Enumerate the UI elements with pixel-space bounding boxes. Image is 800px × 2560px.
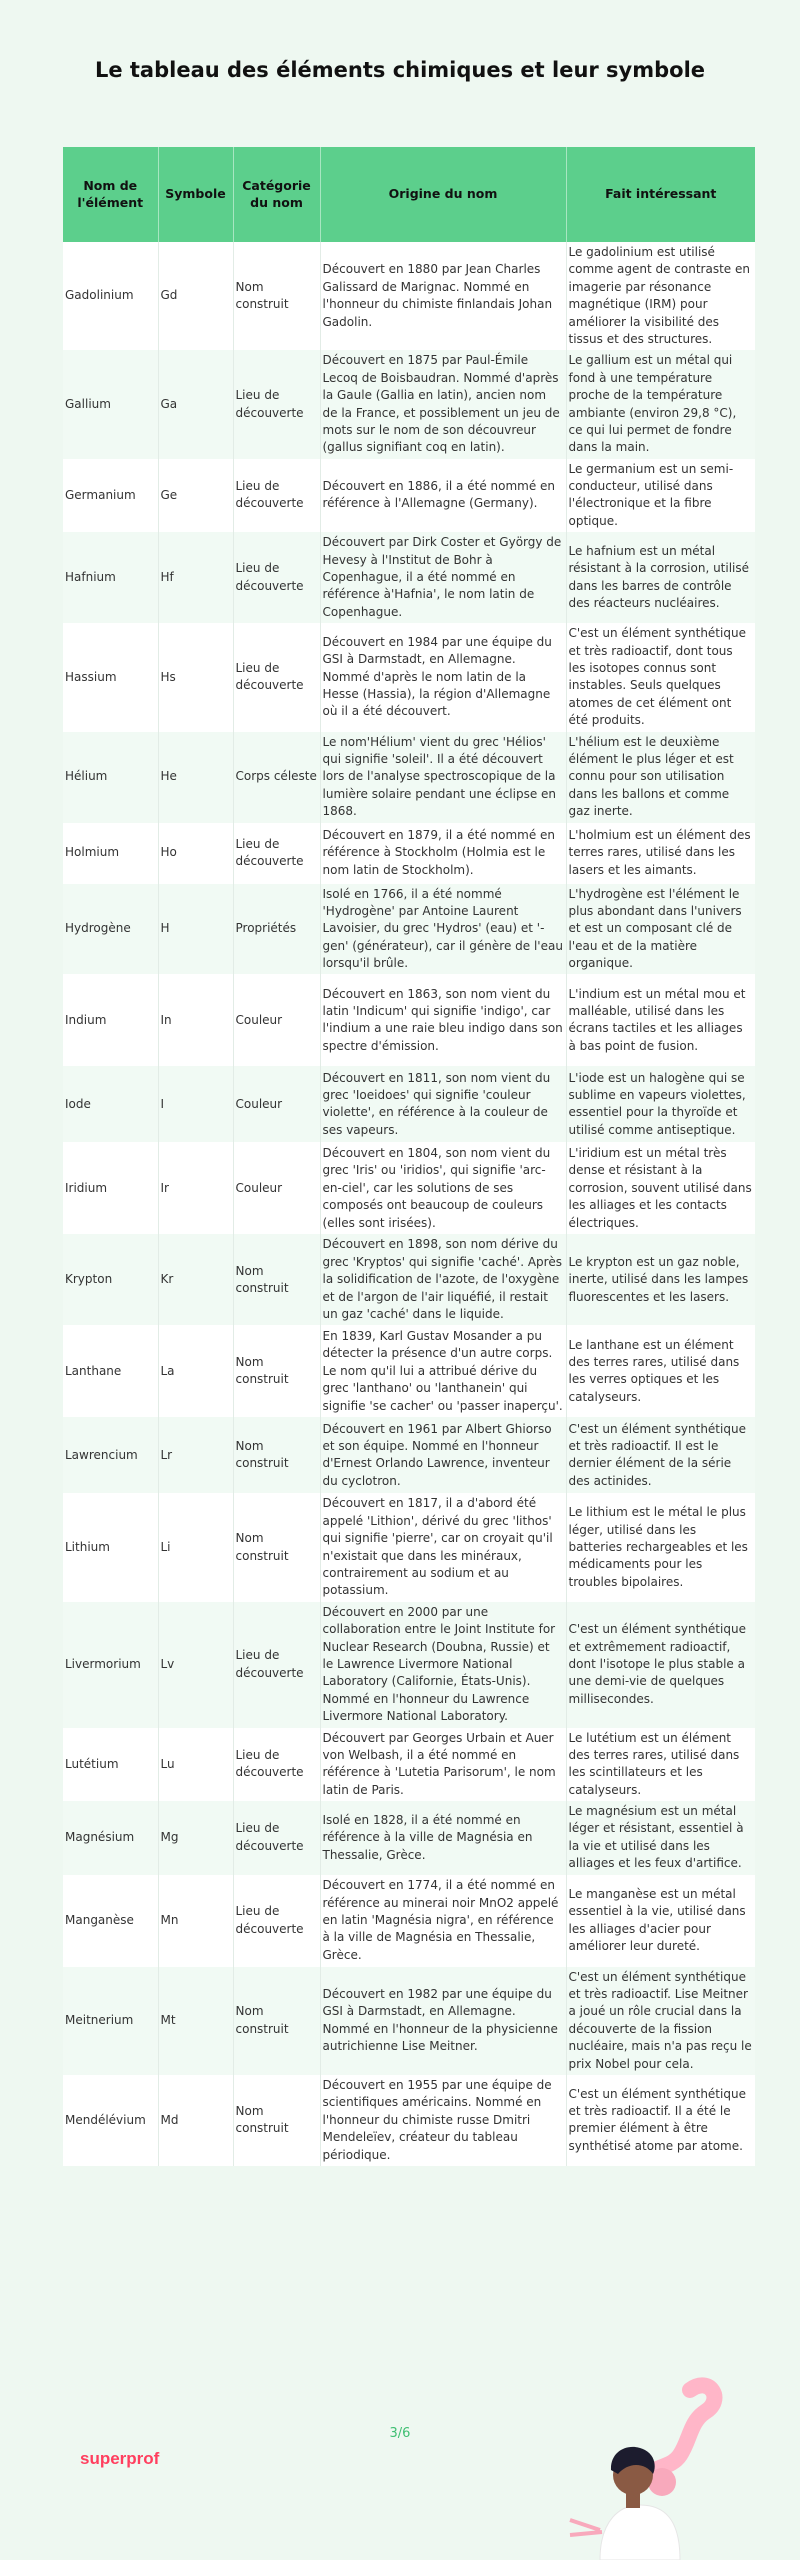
origin-cell: Isolé en 1766, il a été nommé 'Hydrogène' par Antoine Laurent Lavoisier, du grec 'Hydros' (eau) et '-gen' (générateur), car il génère de l'eau lorsqu'il brûle. — [320, 884, 566, 975]
element-name-cell: Iridium — [63, 1142, 158, 1234]
category-cell: Lieu de découverte — [233, 623, 320, 731]
table-row — [63, 2075, 755, 2166]
origin-cell: Découvert en 1811, son nom vient du grec 'Ioeidoes' qui signifie 'couleur violette', en référence à la couleur de ses vapeurs. — [320, 1066, 566, 1142]
origin-cell: Découvert en 1955 par une équipe de scientifiques américains. Nommé en l'honneur du chimiste russe Dmitri Mendeleïev, créateur du tableau périodique. — [320, 2075, 566, 2166]
table-row — [63, 1325, 755, 1417]
category-cell: Lieu de découverte — [233, 823, 320, 884]
fact-cell: C'est un élément synthétique et extrêmement radioactif, dont l'isotope le plus stable a une demi-vie de quelques millisecondes. — [566, 1602, 755, 1728]
fact-cell: Le gadolinium est utilisé comme agent de contraste en imagerie par résonance magnétique (IRM) pour améliorer la visibilité des tissus et des structures. — [566, 242, 755, 350]
origin-cell: Découvert en 1863, son nom vient du latin 'Indicum' qui signifie 'indigo', car l'indium a une raie bleu indigo dans son spectre d'émission. — [320, 974, 566, 1066]
table-row — [63, 1066, 755, 1142]
symbol-cell: Lu — [158, 1728, 233, 1802]
category-cell: Lieu de découverte — [233, 1801, 320, 1875]
fact-cell: Le manganèse est un métal essentiel à la vie, utilisé dans les alliages d'acier pour améliorer leur dureté. — [566, 1875, 755, 1967]
origin-cell: Découvert en 2000 par une collaboration entre le Joint Institute for Nuclear Research (Doubna, Russie) et le Lawrence Livermore National Laboratory (Californie, États-Unis). Nommé en l'honneur du Lawrence Livermore National Laboratory. — [320, 1602, 566, 1728]
origin-cell: Découvert en 1982 par une équipe du GSI à Darmstadt, en Allemagne. Nommé en l'honneur de la physicienne autrichienne Lise Meitner. — [320, 1967, 566, 2075]
fact-cell: L'hydrogène est l'élément le plus abondant dans l'univers et est un composant clé de l'eau et de la matière organique. — [566, 884, 755, 975]
element-name-cell: Hydrogène — [63, 884, 158, 975]
table-row — [63, 823, 755, 884]
fact-cell: Le germanium est un semi-conducteur, utilisé dans l'électronique et la fibre optique. — [566, 459, 755, 533]
symbol-cell: Lv — [158, 1602, 233, 1728]
category-cell: Nom construit — [233, 1967, 320, 2075]
symbol-cell: Mn — [158, 1875, 233, 1967]
table-row — [63, 532, 755, 623]
fact-cell: L'indium est un métal mou et malléable, utilisé dans les écrans tactiles et les alliages à bas point de fusion. — [566, 974, 755, 1066]
element-name-cell: Germanium — [63, 459, 158, 533]
symbol-cell: Mt — [158, 1967, 233, 2075]
category-cell: Lieu de découverte — [233, 1728, 320, 1802]
table-row — [63, 350, 755, 458]
fact-cell: Le hafnium est un métal résistant à la corrosion, utilisé dans les barres de contrôle des réacteurs nucléaires. — [566, 532, 755, 623]
table-body — [63, 242, 755, 2166]
element-name-cell: Lawrencium — [63, 1417, 158, 1493]
fact-cell: Le krypton est un gaz noble, inerte, utilisé dans les lampes fluorescentes et les lasers. — [566, 1234, 755, 1325]
element-name-cell: Indium — [63, 974, 158, 1066]
elements-table — [63, 147, 755, 2166]
symbol-cell: Ge — [158, 459, 233, 533]
table-row — [63, 1234, 755, 1325]
header-name-category: Catégorie du nom — [233, 147, 320, 242]
category-cell: Nom construit — [233, 1417, 320, 1493]
table-row — [63, 1728, 755, 1802]
header-element-name: Nom de l'élément — [63, 147, 158, 242]
category-cell: Lieu de découverte — [233, 1602, 320, 1728]
origin-cell: Découvert en 1774, il a été nommé en référence au minerai noir MnO2 appelé en latin 'Magnésia nigra', en référence à la ville de Magnésia en Thessalie, Grèce. — [320, 1875, 566, 1967]
table-header-row — [63, 147, 755, 242]
symbol-cell: Hs — [158, 623, 233, 731]
origin-cell: Le nom'Hélium' vient du grec 'Hélios' qui signifie 'soleil'. Il a été découvert lors de l'analyse spectroscopique de la lumière solaire pendant une éclipse en 1868. — [320, 732, 566, 823]
page-number: 3/6 — [389, 2426, 411, 2441]
origin-cell: En 1839, Karl Gustav Mosander a pu détecter la présence d'un autre corps. Le nom qu'il lui a attribué dérive du grec 'lanthano' ou 'lanthanein' qui signifie 'se cacher' ou 'passer inaperçu'. — [320, 1325, 566, 1417]
table-row — [63, 884, 755, 975]
table-row — [63, 242, 755, 350]
origin-cell: Découvert en 1875 par Paul-Émile Lecoq de Boisbaudran. Nommé d'après la Gaule (Gallia en latin), ancien nom de la France, et possiblement un jeu de mots sur le nom de son découvreur (gallus signifiant coq en latin). — [320, 350, 566, 458]
illustration-person-icon — [540, 2370, 740, 2560]
fact-cell: Le lithium est le métal le plus léger, utilisé dans les batteries rechargeables et les médicaments pour les troubles bipolaires. — [566, 1493, 755, 1601]
origin-cell: Découvert par Georges Urbain et Auer von Welbash, il a été nommé en référence à 'Lutetia Parisorum', le nom latin de Paris. — [320, 1728, 566, 1802]
fact-cell: L'iridium est un métal très dense et résistant à la corrosion, souvent utilisé dans les alliages et les contacts électriques. — [566, 1142, 755, 1234]
element-name-cell: Lanthane — [63, 1325, 158, 1417]
origin-cell: Découvert en 1886, il a été nommé en référence à l'Allemagne (Germany). — [320, 459, 566, 533]
symbol-cell: In — [158, 974, 233, 1066]
element-name-cell: Holmium — [63, 823, 158, 884]
symbol-cell: La — [158, 1325, 233, 1417]
symbol-cell: Ho — [158, 823, 233, 884]
origin-cell: Découvert par Dirk Coster et György de Hevesy à l'Institut de Bohr à Copenhague, il a été nommé en référence à'Hafnia', le nom latin de Copenhague. — [320, 532, 566, 623]
element-name-cell: Gallium — [63, 350, 158, 458]
fact-cell: C'est un élément synthétique et très radioactif. Lise Meitner a joué un rôle crucial dans la découverte de la fission nucléaire, mais n'a pas reçu le prix Nobel pour cela. — [566, 1967, 755, 2075]
category-cell: Nom construit — [233, 1493, 320, 1601]
header-symbol: Symbole — [158, 147, 233, 242]
fact-cell: C'est un élément synthétique et très radioactif, dont tous les isotopes connus sont instables. Seuls quelques atomes de cet élément ont été produits. — [566, 623, 755, 731]
fact-cell: Le magnésium est un métal léger et résistant, essentiel à la vie et utilisé dans les alliages et les feux d'artifice. — [566, 1801, 755, 1875]
table-row — [63, 1417, 755, 1493]
category-cell: Couleur — [233, 1066, 320, 1142]
fact-cell: L'iode est un halogène qui se sublime en vapeurs violettes, essentiel pour la thyroïde et utilisé comme antiseptique. — [566, 1066, 755, 1142]
superprof-logo: superprof — [80, 2449, 160, 2468]
header-name-origin: Origine du nom — [320, 147, 566, 242]
table-row — [63, 1142, 755, 1234]
symbol-cell: Gd — [158, 242, 233, 350]
category-cell: Couleur — [233, 974, 320, 1066]
element-name-cell: Hassium — [63, 623, 158, 731]
category-cell: Lieu de découverte — [233, 459, 320, 533]
element-name-cell: Manganèse — [63, 1875, 158, 1967]
category-cell: Propriétés — [233, 884, 320, 975]
element-name-cell: Magnésium — [63, 1801, 158, 1875]
category-cell: Couleur — [233, 1142, 320, 1234]
symbol-cell: Lr — [158, 1417, 233, 1493]
symbol-cell: Kr — [158, 1234, 233, 1325]
element-name-cell: Hafnium — [63, 532, 158, 623]
fact-cell: Le lutétium est un élément des terres rares, utilisé dans les scintillateurs et les catalyseurs. — [566, 1728, 755, 1802]
fact-cell: L'holmium est un élément des terres rares, utilisé dans les lasers et les aimants. — [566, 823, 755, 884]
table-row — [63, 974, 755, 1066]
table-row — [63, 1967, 755, 2075]
origin-cell: Découvert en 1984 par une équipe du GSI à Darmstadt, en Allemagne. Nommé d'après le nom latin de la Hesse (Hassia), la région d'Allemagne où il a été découvert. — [320, 623, 566, 731]
origin-cell: Découvert en 1817, il a d'abord été appelé 'Lithion', dérivé du grec 'lithos' qui signifie 'pierre', car on croyait qu'il n'existait que dans les minéraux, contrairement au sodium et au potassium. — [320, 1493, 566, 1601]
element-name-cell: Iode — [63, 1066, 158, 1142]
element-name-cell: Lithium — [63, 1493, 158, 1601]
fact-cell: C'est un élément synthétique et très radioactif. Il a été le premier élément à être synthétisé atome par atome. — [566, 2075, 755, 2166]
symbol-cell: Md — [158, 2075, 233, 2166]
table-row — [63, 1493, 755, 1601]
symbol-cell: Hf — [158, 532, 233, 623]
symbol-cell: He — [158, 732, 233, 823]
origin-cell: Découvert en 1879, il a été nommé en référence à Stockholm (Holmia est le nom latin de Stockholm). — [320, 823, 566, 884]
table-row — [63, 1602, 755, 1728]
symbol-cell: Ga — [158, 350, 233, 458]
element-name-cell: Meitnerium — [63, 1967, 158, 2075]
fact-cell: C'est un élément synthétique et très radioactif. Il est le dernier élément de la série des actinides. — [566, 1417, 755, 1493]
table-row — [63, 732, 755, 823]
symbol-cell: H — [158, 884, 233, 975]
page-title: Le tableau des éléments chimiques et leur symbole — [94, 58, 706, 82]
origin-cell: Isolé en 1828, il a été nommé en référence à la ville de Magnésia en Thessalie, Grèce. — [320, 1801, 566, 1875]
category-cell: Nom construit — [233, 2075, 320, 2166]
category-cell: Nom construit — [233, 1234, 320, 1325]
table-row — [63, 623, 755, 731]
element-name-cell: Livermorium — [63, 1602, 158, 1728]
origin-cell: Découvert en 1961 par Albert Ghiorso et son équipe. Nommé en l'honneur d'Ernest Orlando Lawrence, inventeur du cyclotron. — [320, 1417, 566, 1493]
symbol-cell: Mg — [158, 1801, 233, 1875]
fact-cell: L'hélium est le deuxième élément le plus léger et est connu pour son utilisation dans les ballons et comme gaz inerte. — [566, 732, 755, 823]
category-cell: Nom construit — [233, 1325, 320, 1417]
element-name-cell: Krypton — [63, 1234, 158, 1325]
category-cell: Corps céleste — [233, 732, 320, 823]
category-cell: Nom construit — [233, 242, 320, 350]
symbol-cell: Li — [158, 1493, 233, 1601]
element-name-cell: Hélium — [63, 732, 158, 823]
category-cell: Lieu de découverte — [233, 1875, 320, 1967]
fact-cell: Le gallium est un métal qui fond à une température proche de la température ambiante (environ 29,8 °C), ce qui lui permet de fondre dans la main. — [566, 350, 755, 458]
element-name-cell: Lutétium — [63, 1728, 158, 1802]
table-row — [63, 459, 755, 533]
symbol-cell: I — [158, 1066, 233, 1142]
header-fun-fact: Fait intéressant — [566, 147, 755, 242]
origin-cell: Découvert en 1880 par Jean Charles Galissard de Marignac. Nommé en l'honneur du chimiste finlandais Johan Gadolin. — [320, 242, 566, 350]
origin-cell: Découvert en 1804, son nom vient du grec 'Iris' ou 'iridios', qui signifie 'arc-en-ciel', car les solutions de ses composés ont beaucoup de couleurs (elles sont irisées). — [320, 1142, 566, 1234]
fact-cell: Le lanthane est un élément des terres rares, utilisé dans les verres optiques et les catalyseurs. — [566, 1325, 755, 1417]
category-cell: Lieu de découverte — [233, 350, 320, 458]
category-cell: Lieu de découverte — [233, 532, 320, 623]
origin-cell: Découvert en 1898, son nom dérive du grec 'Kryptos' qui signifie 'caché'. Après la solidification de l'azote, de l'oxygène et de l'argon de l'air liquéfié, il restait un gaz 'caché' dans le liquide. — [320, 1234, 566, 1325]
element-name-cell: Gadolinium — [63, 242, 158, 350]
table-row — [63, 1875, 755, 1967]
symbol-cell: Ir — [158, 1142, 233, 1234]
table-row — [63, 1801, 755, 1875]
element-name-cell: Mendélévium — [63, 2075, 158, 2166]
